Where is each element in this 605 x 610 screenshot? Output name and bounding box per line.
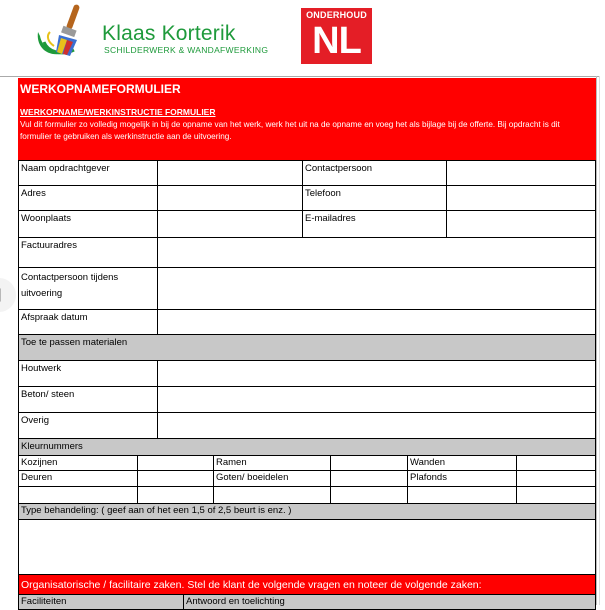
input-deuren[interactable] [137,470,214,487]
label-factuuradres: Factuuradres [18,237,158,268]
label-houtwerk: Houtwerk [18,360,158,387]
label-contact-uitvoering: Contactpersoon tijdens uitvoering [18,267,158,310]
form-title: WERKOPNAMEFORMULIER [18,79,596,97]
brand-tagline: SCHILDERWERK & WANDAFWERKING [104,45,269,55]
page-right-border [596,76,597,605]
materials-header: Toe te passen materialen [18,334,596,361]
onderhoud-label: ONDERHOUD [306,10,367,20]
form-subtitle: WERKOPNAME/WERKINSTRUCTIE FORMULIER [18,107,596,120]
label-telefoon: Telefoon [302,185,447,211]
label-email: E-mailadres [302,210,447,238]
blank-cell[interactable] [516,486,596,504]
input-overig[interactable] [157,412,596,439]
label-ramen: Ramen [213,455,331,471]
input-beton[interactable] [157,386,596,413]
input-contact-uitvoering[interactable] [157,267,596,310]
label-overig: Overig [18,412,158,439]
input-woonplaats[interactable] [157,210,303,238]
blank-cell[interactable] [330,486,408,504]
input-kozijnen[interactable] [137,455,214,471]
org-header: Organisatorische / facilitaire zaken. Stel de klant de volgende vragen en noteer de volgende zaken: [18,574,596,595]
previous-page-arrow[interactable] [0,278,16,312]
input-email[interactable] [446,210,596,238]
blank-cell[interactable] [407,486,517,504]
input-adres[interactable] [157,185,303,211]
brand-name: Klaas Korterik [102,22,236,45]
label-woonplaats: Woonplaats [18,210,158,238]
page-top-border [0,76,600,77]
onderhoud-nl-logo [301,8,372,64]
colors-header: Kleurnummers [18,438,596,456]
label-afspraak: Afspraak datum [18,309,158,335]
input-goten[interactable] [330,470,408,487]
behandeling-header: Type behandeling: ( geef aan of het een 1,5 of 2,5 beurt is enz. ) [18,503,596,520]
blank-cell[interactable] [137,486,214,504]
label-deuren: Deuren [18,470,138,487]
label-adres: Adres [18,185,158,211]
work-form [18,78,596,605]
form-description: Vul dit formulier zo volledig mogelijk in bij de opname van het werk, werk het uit na de opname en voeg het als bijlage bij de offerte. Bij opdracht is dit formulier te gebruiken als werkinstructie aan de uitvoering. [18,119,594,149]
input-behandeling[interactable] [18,519,596,575]
label-plafonds: Plafonds [407,470,517,487]
input-telefoon[interactable] [446,185,596,211]
label-contactpersoon: Contactpersoon [302,160,447,186]
blank-cell[interactable] [18,486,138,504]
col-faciliteiten: Faciliteiten [18,594,184,610]
page-right-shadow [599,76,600,605]
label-goten: Goten/ boeidelen [213,470,331,487]
label-opdrachtgever: Naam opdrachtgever [18,160,158,186]
input-contactpersoon[interactable] [446,160,596,186]
nl-label: NL [312,20,361,62]
input-factuuradres[interactable] [157,237,596,268]
input-plafonds[interactable] [516,470,596,487]
input-afspraak[interactable] [157,309,596,335]
input-wanden[interactable] [516,455,596,471]
label-kozijnen: Kozijnen [18,455,138,471]
label-beton: Beton/ steen [18,386,158,413]
col-antwoord: Antwoord en toelichting [183,594,596,610]
input-houtwerk[interactable] [157,360,596,387]
paintbrush-icon [34,2,104,62]
label-wanden: Wanden [407,455,517,471]
klaas-korterik-logo [34,2,269,62]
input-opdrachtgever[interactable] [157,160,303,186]
chevron-left-icon [0,288,1,302]
blank-cell[interactable] [213,486,331,504]
input-ramen[interactable] [330,455,408,471]
